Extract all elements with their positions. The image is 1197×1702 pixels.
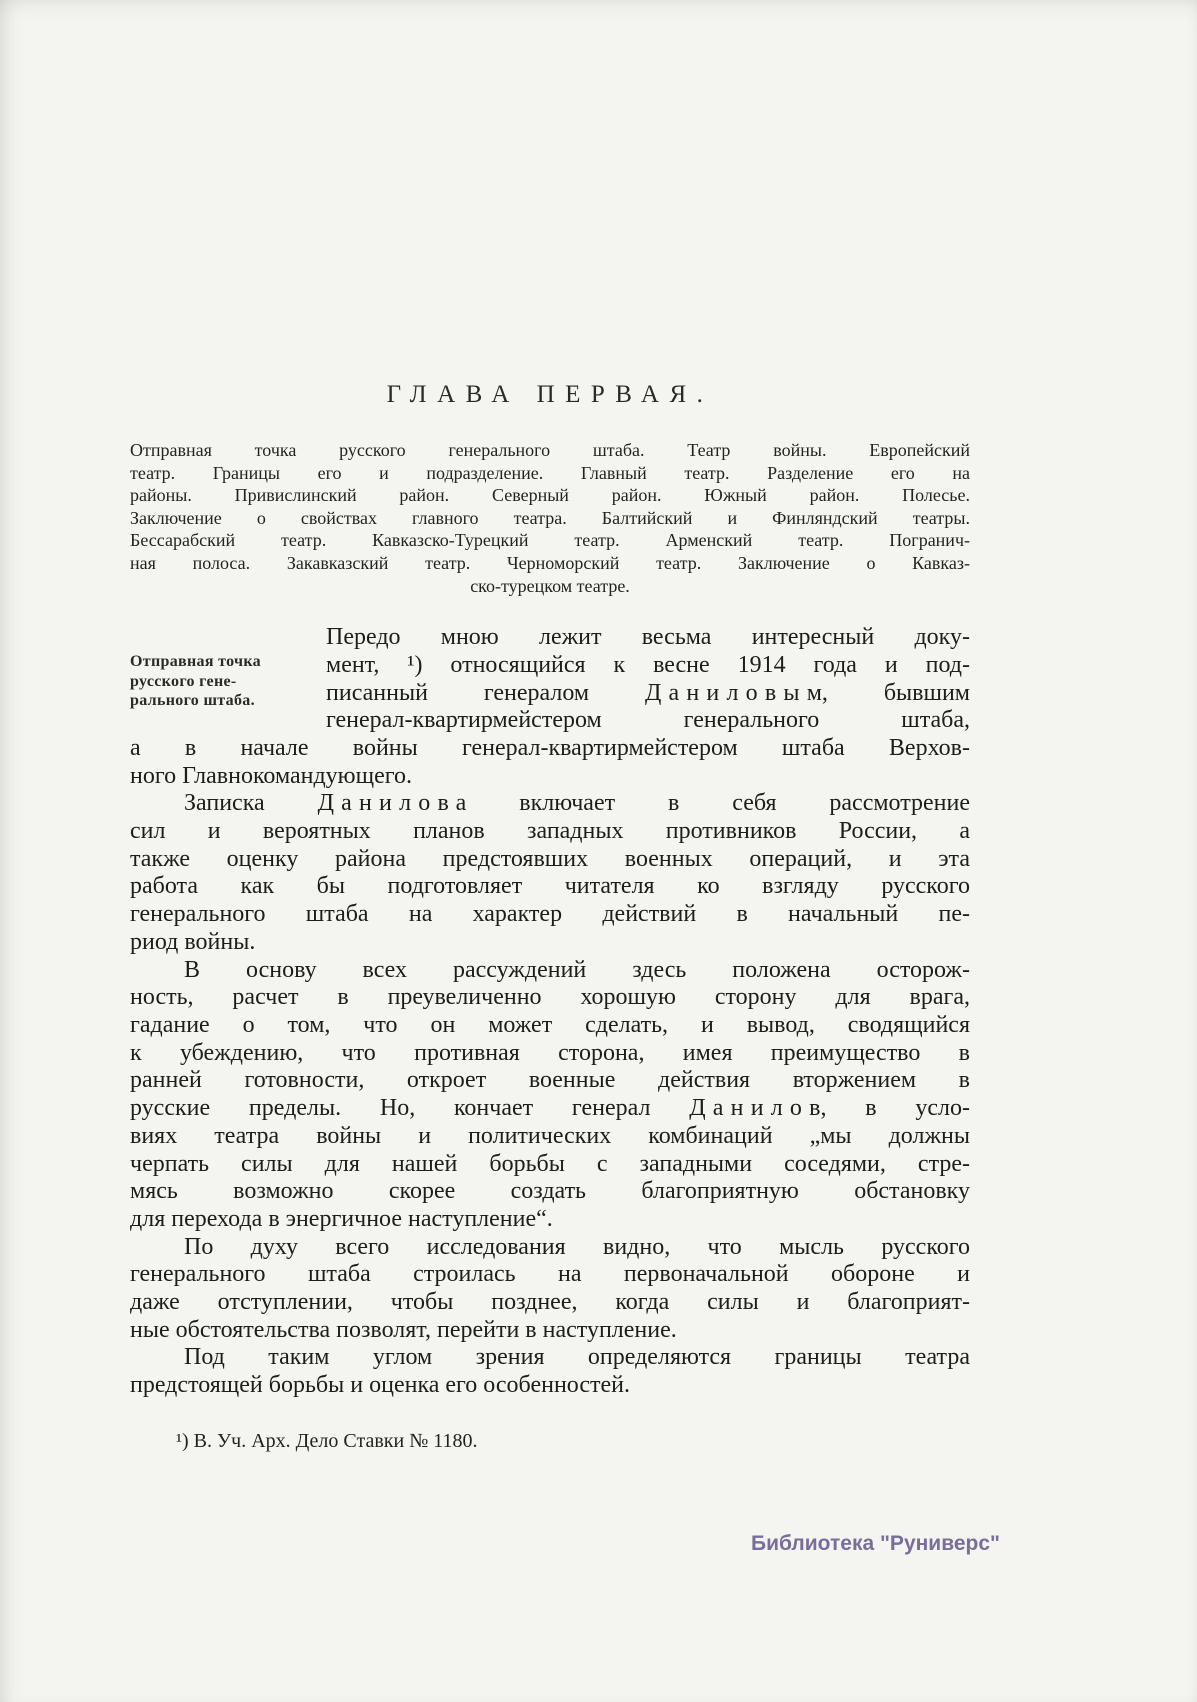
emphasized-name: Данилов [689,1095,828,1122]
margin-note-line: Отправная точка [130,653,261,671]
summary-line: ско-турецком театре. [470,575,630,596]
paragraph [130,957,970,1234]
emphasized-name: Данилова [317,790,474,817]
text-line: черпать силы для нашей борьбы с западными соседями, стре- [130,1150,970,1177]
text-line: ранней готовности, откроет военные действия вторжением в [130,1067,970,1094]
summary-line: театр. Границы его и подразделение. Главный театр. Разделение его на [130,462,970,483]
text-line: сил и вероятных планов западных противников России, а [130,818,970,845]
footnote: ¹) В. Уч. Арх. Дело Ставки № 1180. [176,1429,478,1452]
summary-line: Отправная точка русского генерального штаба. Театр войны. Европейский [130,440,970,460]
text-line: также оценку района предстоявших военных операций, и эта [130,845,970,872]
paragraph [130,1234,970,1345]
text-line: ные обстоятельства позволят, перейти в наступление. [130,1316,677,1343]
summary-line: ная полоса. Закавказский театр. Черноморский театр. Заключение о Кавказ- [130,552,970,573]
text-line: к убеждению, что противная сторона, имея преимущество в [130,1039,970,1066]
margin-note-line: русского гене- [130,672,237,690]
text-line: даже отступлении, чтобы позднее, когда силы и благоприят- [130,1289,970,1316]
text-line: предстоящей борьбы и оценка его особенностей. [130,1372,631,1399]
margin-note [130,652,316,711]
text-line: ного Главнокомандующего. [130,762,412,789]
text-line: русские пределы. Но, кончает генерал Данилов, в усло- [130,1095,970,1122]
text-line: ность, расчет в преувеличенно хорошую сторону для врага, [130,984,970,1011]
summary-line: Заключение о свойствах главного театра. Балтийский и Финляндский театры. [130,507,970,528]
paragraph [130,1344,970,1399]
text-line: Под таким углом зрения определяются границы театра [184,1344,970,1371]
text-line: работа как бы подготовляет читателя ко взгляду русского [130,873,970,900]
text-line: виях театра войны и политических комбинаций „мы должны [130,1122,970,1149]
summary-line: районы. Привислинский район. Северный район. Южный район. Полесье. [130,485,970,506]
text-line: генерального штаба на характер действий в начальный пе- [130,901,970,928]
text-line: По духу всего исследования видно, что мысль русского [184,1233,970,1260]
paragraph [130,790,970,956]
text-line: генерал-квартирмейстером генерального штаба, [326,707,970,734]
page-content [130,0,970,1453]
text-line: мент, ¹) относящийся к весне 1914 года и под- [326,651,970,678]
text-line: Записка Данилова включает в себя рассмотрение [184,790,970,817]
chapter-summary [130,439,970,597]
library-watermark: Библиотека "Руниверс" [750,1532,1000,1555]
text-line: а в начале войны генерал-квартирмейстером штаба Верхов- [130,734,970,761]
text-line: В основу всех рассуждений здесь положена осторож- [184,956,970,983]
summary-line: Бессарабский театр. Кавказско-Турецкий театр. Арменский театр. Погранич- [130,530,970,551]
text-line: писанный генералом Даниловым, бывшим [326,679,970,706]
text-line: гадание о том, что он может сделать, и вывод, сводящийся [130,1012,970,1038]
text-line: мясь возможно скорее создать благоприятную обстановку [130,1178,970,1205]
margin-note-line: рального штаба. [130,692,255,710]
body-text [130,624,970,1400]
emphasized-name: Даниловым [644,679,830,706]
text-line: риод войны. [130,928,256,955]
chapter-title: ГЛАВА ПЕРВАЯ. [386,381,714,408]
text-line: генерального штаба строилась на первоначальной обороне и [130,1261,970,1288]
text-line: Передо мною лежит весьма интересный доку- [326,624,970,651]
text-line: для перехода в энергичное наступление“. [130,1205,553,1232]
paragraphs-host [130,624,970,1400]
